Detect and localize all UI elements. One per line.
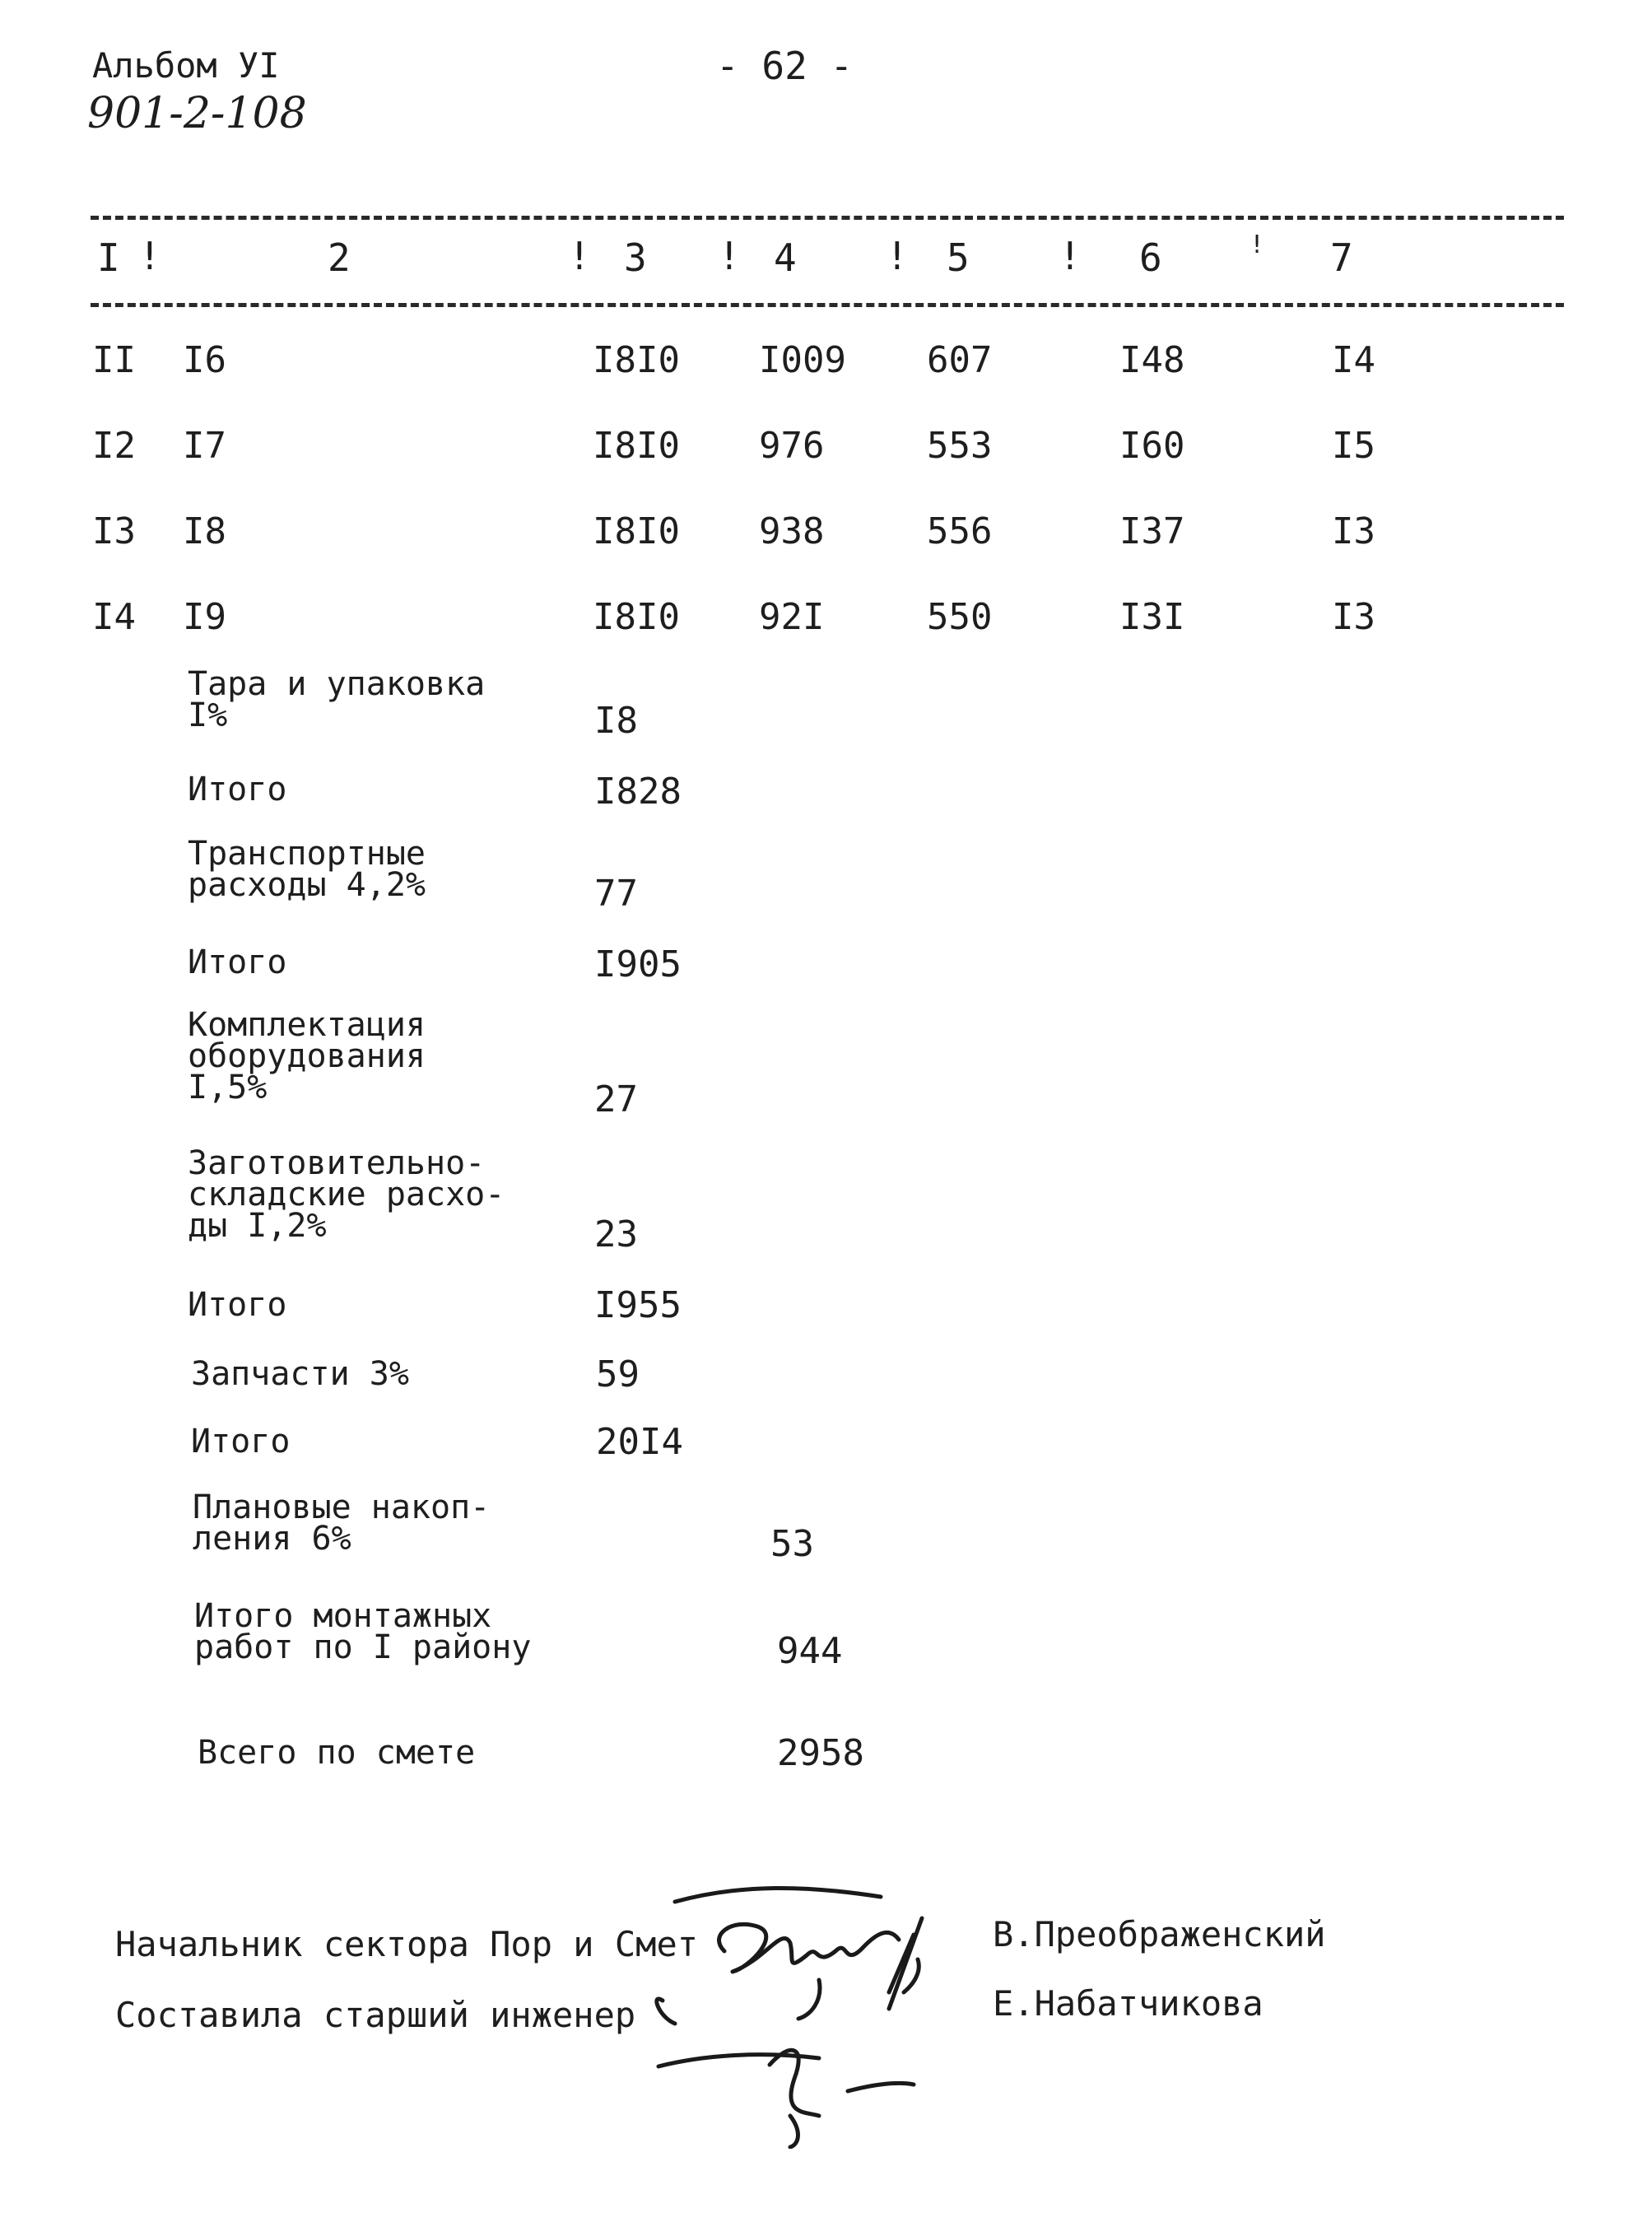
table-cell: I37 — [1119, 510, 1185, 552]
header-rule-top — [91, 216, 1564, 220]
summary-value: 59 — [596, 1353, 640, 1395]
signature-role: Начальник сектора Пор и Смет — [115, 1924, 699, 1964]
summary-label: Всего по смете — [198, 1734, 476, 1772]
table-cell: I8 — [183, 510, 226, 552]
table-cell: I60 — [1119, 425, 1185, 467]
table-cell: I5 — [1332, 425, 1375, 467]
summary-label: Итого — [188, 1286, 287, 1324]
table-cell: 938 — [759, 510, 825, 552]
table-cell: I3 — [92, 510, 136, 552]
summary-value: I955 — [594, 1284, 682, 1326]
col-separator-5: ! — [1059, 234, 1082, 278]
summary-label: Итого монтажных работ по I району — [194, 1597, 532, 1666]
summary-value: 2958 — [777, 1732, 864, 1774]
table-cell: 607 — [927, 339, 993, 381]
summary-value: 53 — [770, 1523, 814, 1565]
table-cell: I7 — [183, 425, 226, 467]
signature-role: Составила старший инженер — [115, 1995, 636, 2035]
table-cell: 92I — [759, 596, 825, 638]
col-header-3: 3 — [624, 235, 647, 280]
header-rule-bottom — [91, 303, 1564, 307]
summary-value: 20I4 — [596, 1421, 683, 1463]
table-cell: I8I0 — [593, 339, 680, 381]
summary-label: Заготовительно- складские расхо- ды I,2% — [188, 1144, 505, 1245]
table-cell: 556 — [927, 510, 993, 552]
page-number: - 62 - — [716, 44, 854, 88]
signature-name: В.Преображенский — [993, 1914, 1326, 1954]
summary-label: Транспортные расходы 4,2% — [188, 835, 426, 904]
album-label: Альбом УI — [92, 45, 280, 86]
table-cell: I8I0 — [593, 510, 680, 552]
summary-value: 77 — [594, 873, 638, 915]
summary-label: Итого — [191, 1423, 291, 1460]
col-header-4: 4 — [774, 235, 797, 280]
col-separator-3: ! — [718, 234, 741, 278]
table-cell: 550 — [927, 596, 993, 638]
col-header-5: 5 — [947, 235, 970, 280]
table-cell: I6 — [183, 339, 226, 381]
signature-name: Е.Набатчикова — [993, 1983, 1263, 2024]
summary-value: I8 — [594, 700, 638, 742]
col-separator-2: ! — [568, 234, 591, 278]
summary-value: I905 — [594, 943, 682, 985]
summary-label: Плановые накоп- ления 6% — [193, 1488, 491, 1558]
col-separator-4: ! — [886, 234, 909, 278]
col-separator-6: ! — [1249, 231, 1265, 259]
table-cell: I009 — [759, 339, 846, 381]
table-cell: I4 — [1332, 339, 1375, 381]
table-cell: II — [92, 339, 136, 381]
handwritten-signature-icon — [642, 1869, 1004, 2149]
col-header-7: 7 — [1330, 235, 1353, 280]
table-cell: I3I — [1119, 596, 1185, 638]
summary-value: 27 — [594, 1078, 638, 1120]
summary-label: Тара и упаковка I% — [188, 665, 486, 734]
document-code: 901-2-108 — [87, 89, 307, 138]
summary-value: 23 — [594, 1213, 638, 1255]
table-cell: I8I0 — [593, 425, 680, 467]
summary-label: Запчасти 3% — [191, 1355, 409, 1393]
summary-value: I828 — [594, 771, 682, 813]
table-cell: 553 — [927, 425, 993, 467]
col-header-1: I — [97, 235, 120, 280]
table-cell: 976 — [759, 425, 825, 467]
col-header-6: 6 — [1139, 235, 1162, 280]
table-cell: I48 — [1119, 339, 1185, 381]
table-cell: I3 — [1332, 596, 1375, 638]
col-header-2: 2 — [328, 235, 351, 280]
summary-value: 944 — [777, 1630, 843, 1672]
table-cell: I8I0 — [593, 596, 680, 638]
table-cell: I9 — [183, 596, 226, 638]
table-cell: I3 — [1332, 510, 1375, 552]
summary-label: Итого — [188, 943, 287, 981]
table-cell: I4 — [92, 596, 136, 638]
summary-label: Итого — [188, 771, 287, 808]
col-separator-1: ! — [138, 234, 161, 278]
summary-label: Комплектация оборудования I,5% — [188, 1006, 426, 1106]
table-cell: I2 — [92, 425, 136, 467]
